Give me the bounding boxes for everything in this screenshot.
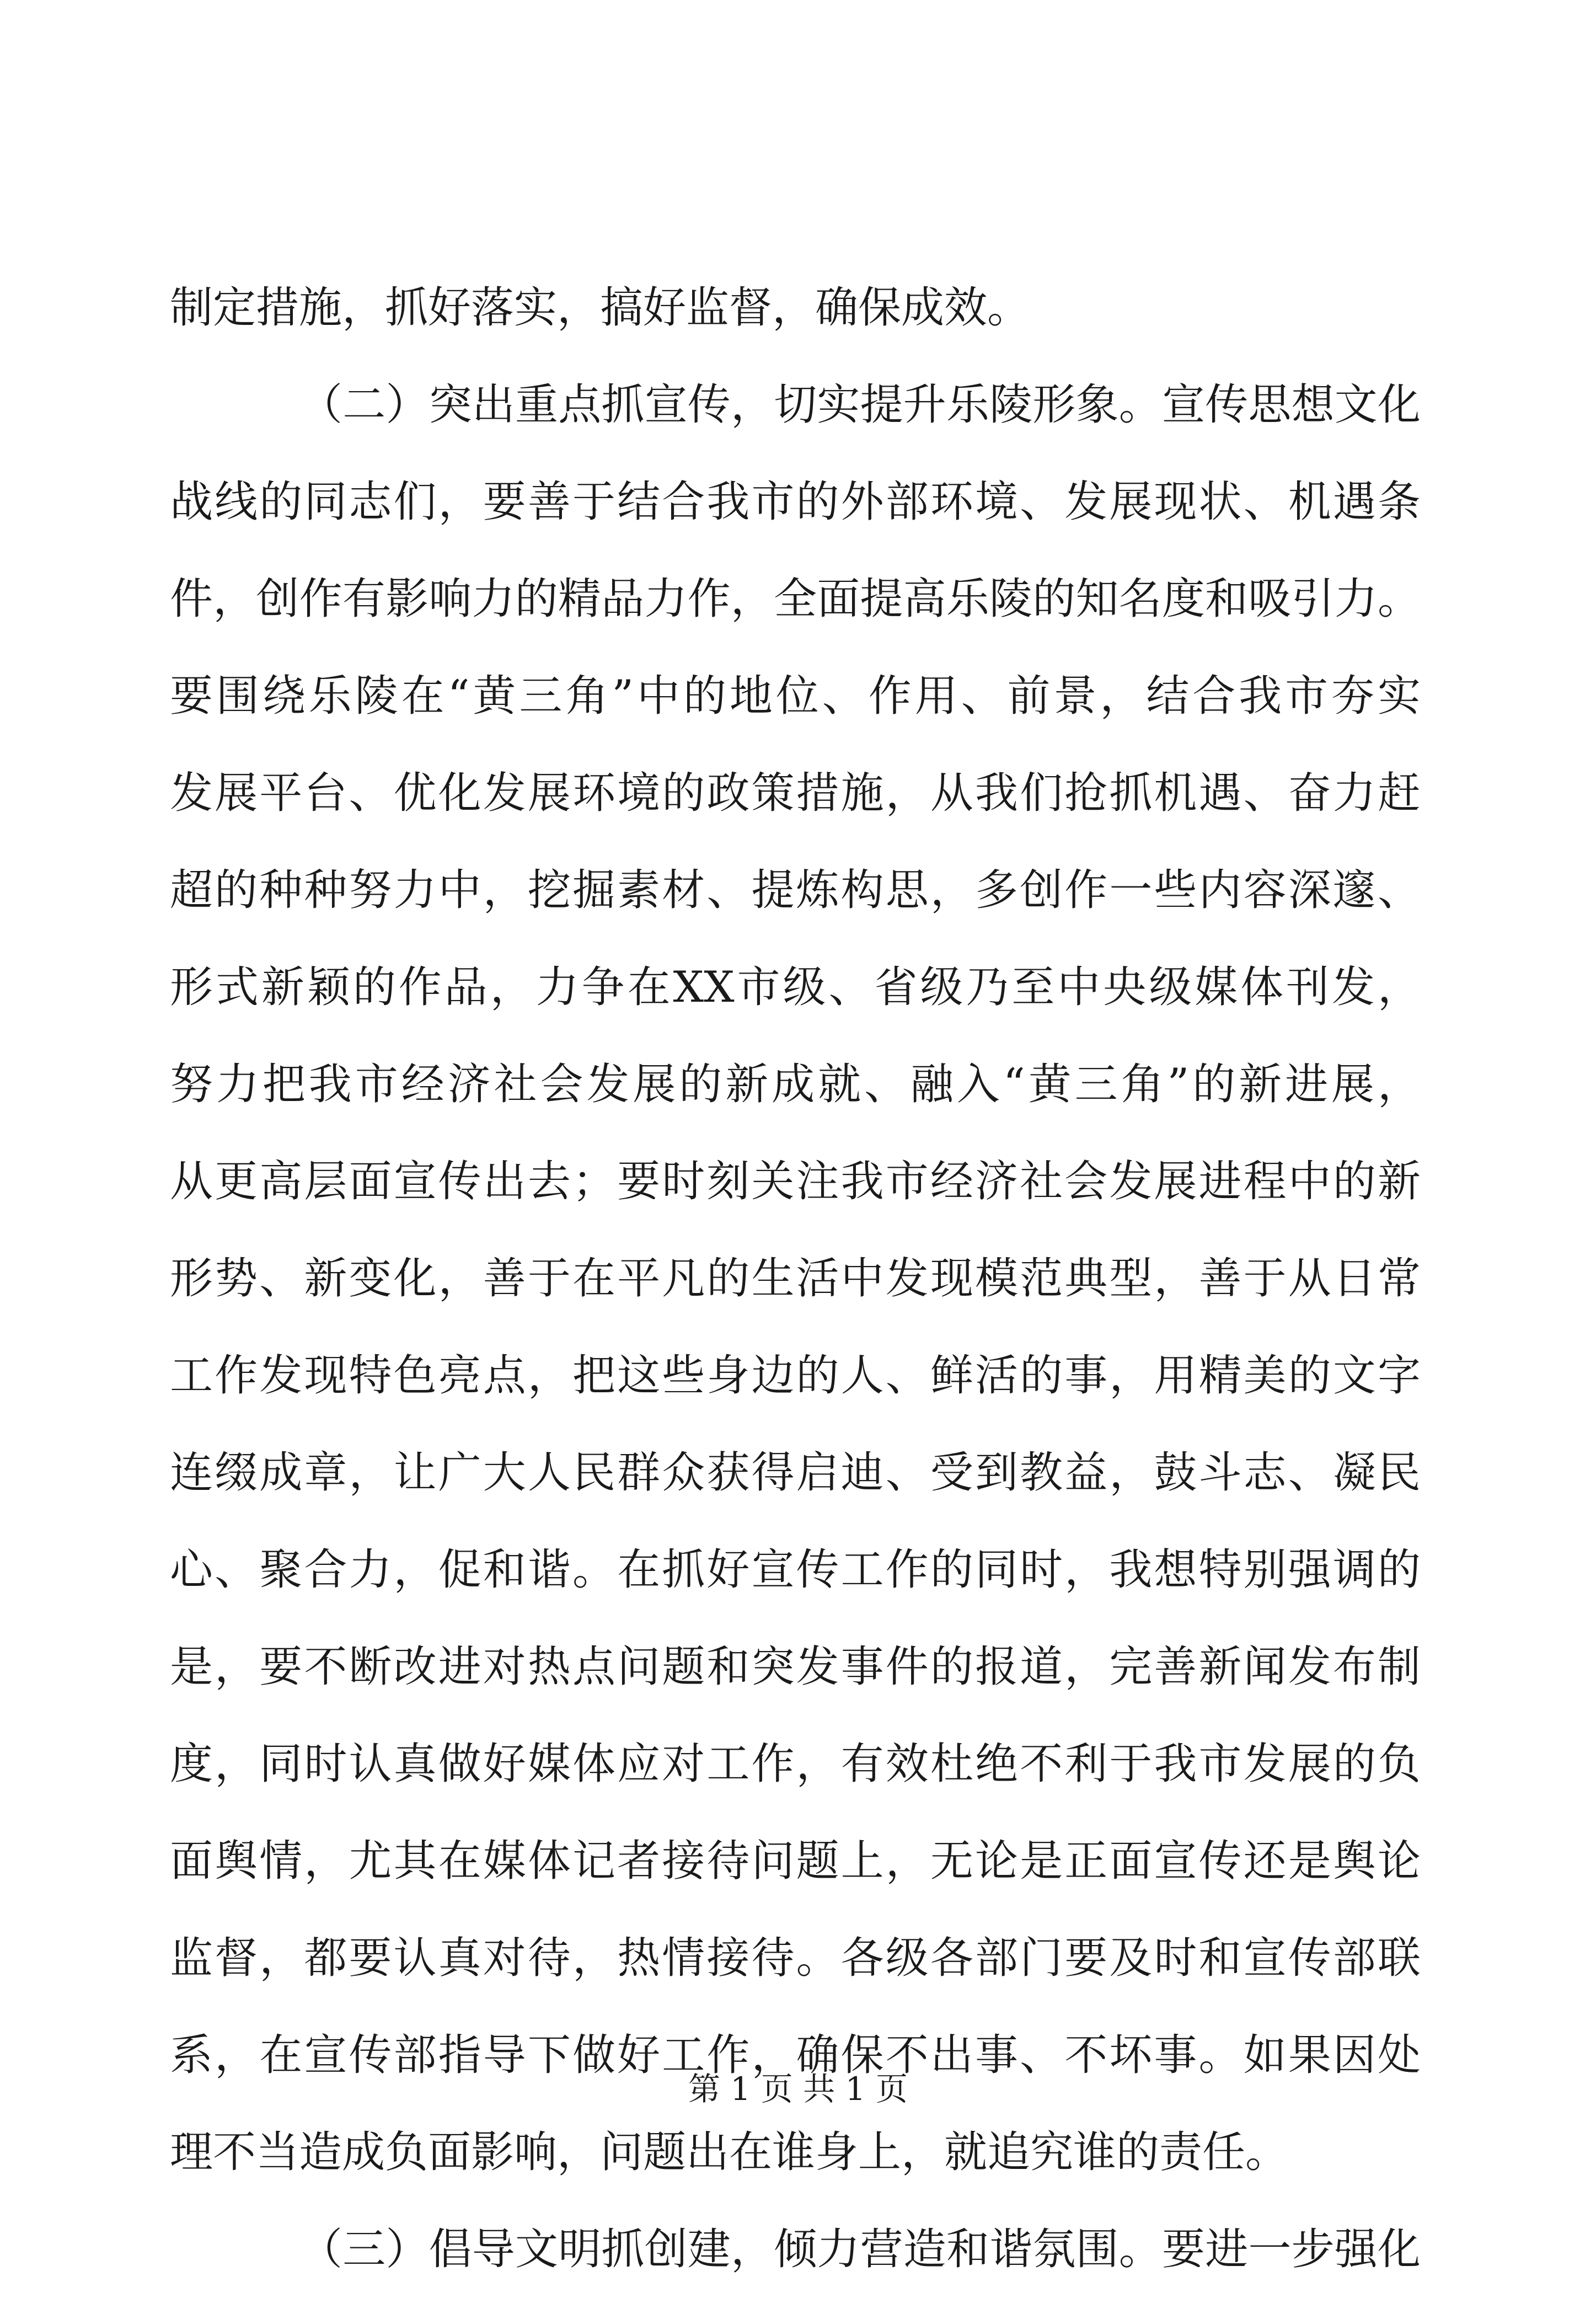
- text-line-8: 形式新颖的作品，力争在XX市级、省级乃至中央级媒体刊发，: [170, 963, 1421, 1012]
- text-line-12: 工作发现特色亮点，把这些身边的人、鲜活的事，用精美的文字: [170, 1351, 1421, 1401]
- text-line-11: 形势、新变化，善于在平凡的生活中发现模范典型，善于从日常: [170, 1254, 1421, 1303]
- body-text: [170, 259, 1421, 2298]
- text-line-18: 监督，都要认真对待，热情接待。各级各部门要及时和宣传部联: [170, 1933, 1421, 1983]
- page-footer: [0, 2070, 1596, 2108]
- text-line-19: 系，在宣传部指导下做好工作，确保不出事、不坏事。如果因处: [170, 2030, 1421, 2080]
- text-line-1: 制定措施，抓好落实，搞好监督，确保成效。: [170, 283, 1031, 333]
- text-line-17: 面舆情，尤其在媒体记者接待问题上，无论是正面宣传还是舆论: [170, 1836, 1421, 1886]
- text-line-5: 要围绕乐陵在“黄三角”中的地位、作用、前景，结合我市夯实: [170, 671, 1421, 721]
- page-number: 第 1 页 共 1 页: [688, 2070, 908, 2108]
- text-line-16: 度，同时认真做好媒体应对工作，有效杜绝不利于我市发展的负: [170, 1739, 1421, 1789]
- text-line-2: （二）突出重点抓宣传，切实提升乐陵形象。宣传思想文化: [299, 380, 1421, 430]
- text-line-4: 件，创作有影响力的精品力作，全面提高乐陵的知名度和吸引力。: [170, 574, 1421, 624]
- text-line-20: 理不当造成负面影响，问题出在谁身上，就追究谁的责任。: [170, 2128, 1289, 2177]
- text-line-14: 心、聚合力，促和谐。在抓好宣传工作的同时，我想特别强调的: [170, 1545, 1421, 1595]
- text-line-3: 战线的同志们，要善于结合我市的外部环境、发展现状、机遇条: [170, 477, 1421, 527]
- text-line-6: 发展平台、优化发展环境的政策措施，从我们抢抓机遇、奋力赶: [170, 768, 1421, 818]
- text-line-10: 从更高层面宣传出去；要时刻关注我市经济社会发展进程中的新: [170, 1157, 1421, 1206]
- text-line-13: 连缀成章，让广大人民群众获得启迪、受到教益，鼓斗志、凝民: [170, 1448, 1421, 1498]
- text-line-21: （三）倡导文明抓创建，倾力营造和谐氛围。要进一步强化: [299, 2225, 1421, 2274]
- text-line-7: 超的种种努力中，挖掘素材、提炼构思，多创作一些内容深邃、: [170, 865, 1421, 915]
- text-line-9: 努力把我市经济社会发展的新成就、融入“黄三角”的新进展，: [170, 1060, 1421, 1109]
- text-line-15: 是，要不断改进对热点问题和突发事件的报道，完善新闻发布制: [170, 1642, 1421, 1692]
